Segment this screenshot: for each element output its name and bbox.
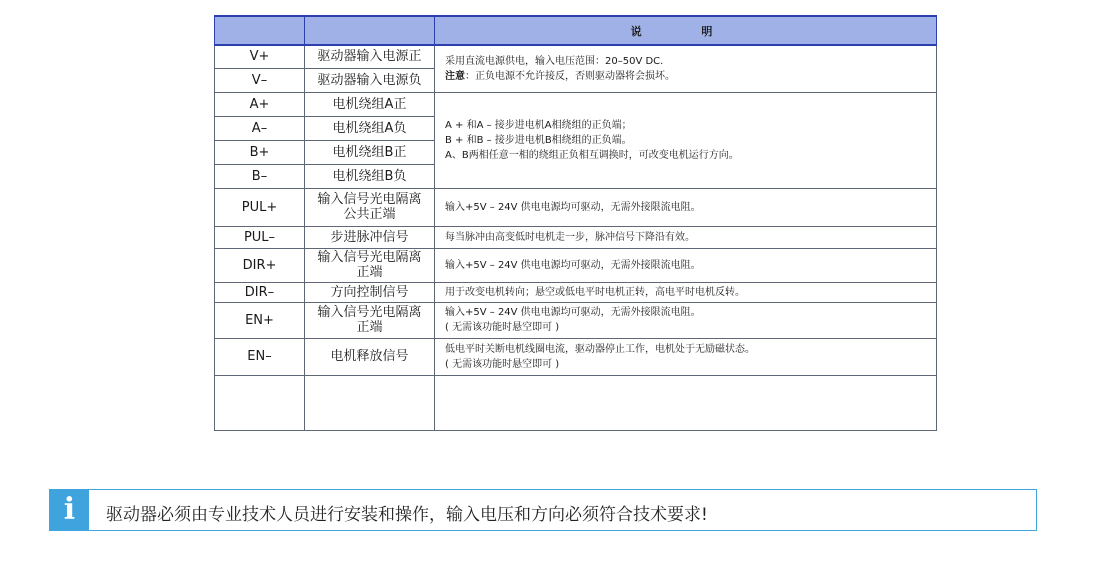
function-line: 输入信号光电隔离	[317, 305, 422, 320]
function-cell: 方向控制信号	[305, 282, 435, 302]
description-line: ( 无需该功能时悬空即可 )	[445, 322, 560, 333]
power-desc-line: 采用直流电源供电，输入电压范围：20–50V DC.	[445, 55, 664, 67]
empty-cell	[305, 375, 435, 430]
signal-cell: A+	[215, 92, 305, 116]
function-cell: 电机绕组B负	[305, 164, 435, 188]
function-cell: 步进脉冲信号	[305, 226, 435, 248]
signal-cell: DIR+	[215, 248, 305, 282]
header-function	[305, 16, 435, 45]
function-line: 输入信号光电隔离	[317, 192, 422, 207]
description-cell: 输入+5V – 24V 供电电源均可驱动，无需外接限流电阻。	[435, 188, 937, 226]
function-cell	[305, 188, 435, 226]
signal-cell: EN–	[215, 338, 305, 375]
signal-cell: V+	[215, 45, 305, 68]
function-cell: 电机绕组B正	[305, 140, 435, 164]
function-line: 公共正端	[343, 207, 396, 222]
header-signal	[215, 16, 305, 45]
power-note-label: 注意	[445, 70, 465, 82]
power-description-cell	[435, 45, 937, 92]
table-header-row	[215, 16, 937, 45]
signal-cell: V–	[215, 68, 305, 92]
signal-cell: PUL+	[215, 188, 305, 226]
description-cell	[435, 338, 937, 375]
description-cell: 用于改变电机转向；悬空或低电平时电机正转，高电平时电机反转。	[435, 282, 937, 302]
winding-description-cell	[435, 92, 937, 188]
table-row	[215, 248, 937, 282]
function-cell: 驱动器输入电源正	[305, 45, 435, 68]
power-note	[445, 69, 936, 84]
notice-box	[49, 489, 1037, 531]
table-row	[215, 302, 937, 338]
signal-cell: PUL–	[215, 226, 305, 248]
description-cell: 每当脉冲由高变低时电机走一步，脉冲信号下降沿有效。	[435, 226, 937, 248]
table-row	[215, 282, 937, 302]
function-cell: 驱动器输入电源负	[305, 68, 435, 92]
table-row	[215, 92, 937, 116]
empty-cell	[215, 375, 305, 430]
header-description: 说 明	[435, 16, 937, 45]
description-cell	[435, 302, 937, 338]
table-row-empty	[215, 375, 937, 430]
table-row	[215, 226, 937, 248]
description-cell: 输入+5V – 24V 供电电源均可驱动，无需外接限流电阻。	[435, 248, 937, 282]
signal-cell: EN+	[215, 302, 305, 338]
winding-desc-line: A、B两相任意一相的绕组正负相互调换时，可改变电机运行方向。	[445, 149, 739, 161]
function-line: 输入信号光电隔离	[317, 250, 422, 265]
table-row	[215, 338, 937, 375]
function-line: 正端	[356, 320, 383, 335]
function-cell	[305, 302, 435, 338]
notice-text: 驱动器必须由专业技术人员进行安装和操作，输入电压和方向必须符合技术要求!	[106, 505, 708, 525]
function-cell: 电机绕组A负	[305, 116, 435, 140]
signal-spec-table	[214, 15, 937, 431]
empty-cell	[435, 375, 937, 430]
description-line: 低电平时关断电机线圈电流，驱动器停止工作，电机处于无励磁状态。	[445, 343, 755, 355]
info-icon	[50, 490, 89, 530]
signal-cell: B–	[215, 164, 305, 188]
signal-cell: B+	[215, 140, 305, 164]
function-cell: 电机绕组A正	[305, 92, 435, 116]
function-cell: 电机释放信号	[305, 338, 435, 375]
signal-cell: A–	[215, 116, 305, 140]
power-note-text: ：正负电源不允许接反，否则驱动器将会损坏。	[465, 70, 675, 82]
signal-cell: DIR–	[215, 282, 305, 302]
function-line: 正端	[356, 265, 383, 280]
winding-desc-line: A + 和A – 接步进电机A相绕组的正负端；	[445, 119, 632, 131]
function-cell	[305, 248, 435, 282]
info-icon-glyph: i	[63, 492, 76, 527]
winding-desc-line: B + 和B – 接步进电机B相绕组的正负端。	[445, 134, 632, 146]
description-line: ( 无需该功能时悬空即可 )	[445, 358, 560, 370]
description-line: 输入+5V – 24V 供电电源均可驱动，无需外接限流电阻。	[445, 307, 701, 318]
table-row	[215, 188, 937, 226]
table-row	[215, 45, 937, 68]
